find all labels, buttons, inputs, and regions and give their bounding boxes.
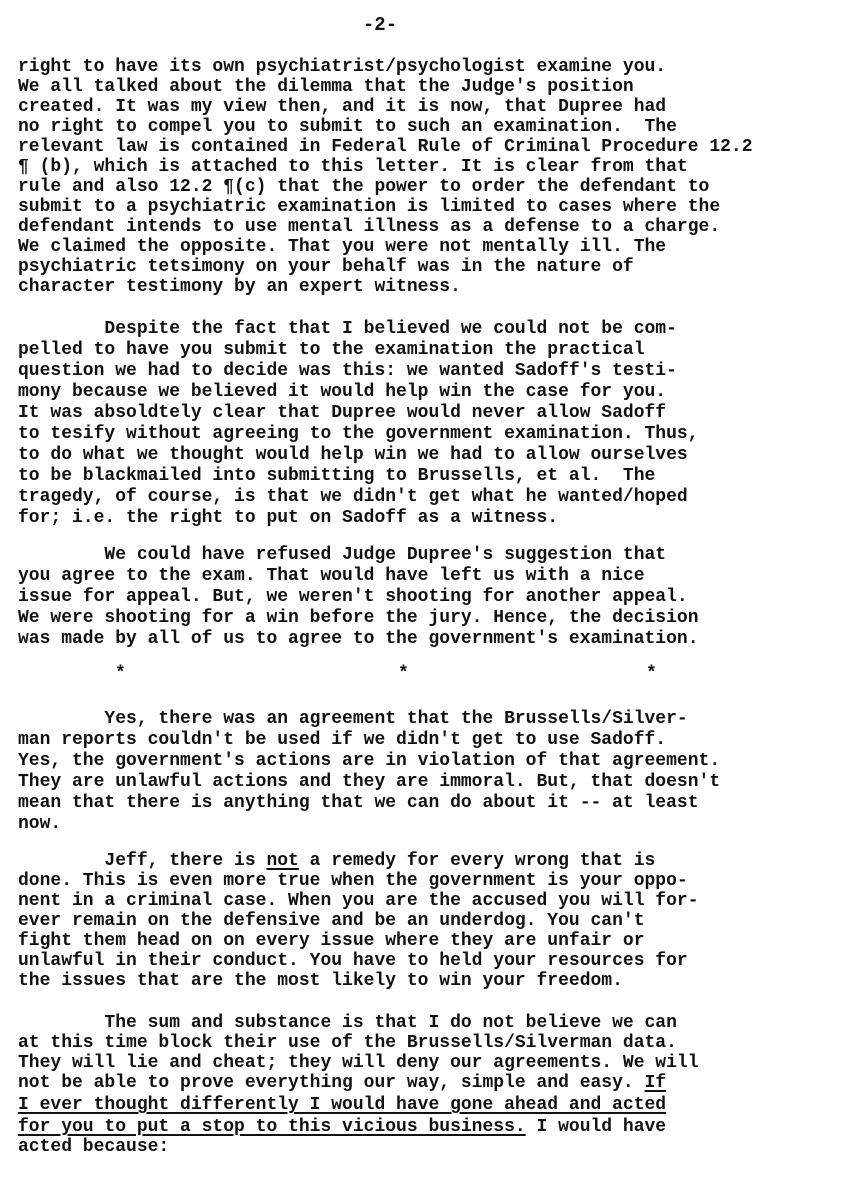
paragraph-3-line: you agree to the exam. That would have left us with a nice [18, 566, 645, 586]
paragraph-5-text: a remedy for every wrong that is [298, 851, 656, 871]
paragraph-4-line: mean that there is anything that we can do about it -- at least [18, 793, 699, 813]
paragraph-2-line: to tesify without agreeing to the government examination. Thus, [18, 424, 699, 444]
underlined-passage: for you to put a stop to this vicious business. [18, 1117, 526, 1137]
paragraph-1-line: psychiatric tetsimony on your behalf was in the nature of [18, 257, 634, 277]
paragraph-1-line: character testimony by an expert witness. [18, 277, 461, 297]
paragraph-1-line: relevant law is contained in Federal Rule of Criminal Procedure 12.2 [18, 137, 753, 157]
paragraph-3-line: was made by all of us to agree to the government's examination. [18, 629, 699, 649]
paragraph-6-line [18, 1117, 666, 1137]
section-separator [0, 664, 860, 684]
paragraph-3-line: We could have refused Judge Dupree's suggestion that [18, 545, 667, 565]
paragraph-5-line [18, 851, 655, 871]
paragraph-5-line: fight them head on on every issue where they are unfair or [18, 931, 645, 951]
paragraph-1-line: created. It was my view then, and it is now, that Dupree had [18, 97, 667, 117]
paragraph-2-line: to be blackmailed into submitting to Brussells, et al. The [18, 466, 656, 486]
separator-asterisk: * [398, 664, 409, 684]
paragraph-5-line: ever remain on the defensive and be an underdog. You can't [18, 911, 645, 931]
underlined-passage: If [644, 1073, 667, 1093]
paragraph-2-line: It was absoldtely clear that Dupree would never allow Sadoff [18, 403, 667, 423]
paragraph-4-line: man reports couldn't be used if we didn't get to use Sadoff. [18, 730, 667, 750]
paragraph-5-line: unlawful in their conduct. You have to held your resources for [18, 951, 688, 971]
paragraph-4-line: Yes, there was an agreement that the Brussells/Silver- [18, 709, 688, 729]
paragraph-3-line: We were shooting for a win before the jury. Hence, the decision [18, 608, 699, 628]
separator-asterisk: * [646, 664, 657, 684]
paragraph-2-line: pelled to have you submit to the examination the practical [18, 340, 645, 360]
paragraph-6-text: I would have [525, 1117, 667, 1137]
paragraph-5-line: the issues that are the most likely to win your freedom. [18, 971, 623, 991]
paragraph-1-line: no right to compel you to submit to such an examination. The [18, 117, 677, 137]
paragraph-1-line: rule and also 12.2 ¶(c) that the power to order the defendant to [18, 177, 710, 197]
separator-asterisk: * [115, 664, 126, 684]
paragraph-1-line: We claimed the opposite. That you were not mentally ill. The [18, 237, 667, 257]
emphasis-not: not [266, 851, 299, 871]
paragraph-5-line: nent in a criminal case. When you are the accused you will for- [18, 891, 699, 911]
paragraph-1-line: defendant intends to use mental illness as a defense to a charge. [18, 217, 721, 237]
paragraph-6-line: They will lie and cheat; they will deny our agreements. We will [18, 1053, 699, 1073]
underlined-passage: I ever thought differently I would have gone ahead and acted [18, 1095, 667, 1115]
paragraph-4-line: They are unlawful actions and they are immoral. But, that doesn't [18, 772, 721, 792]
paragraph-1-line: right to have its own psychiatrist/psychologist examine you. [18, 57, 667, 77]
paragraph-6-line [18, 1095, 666, 1115]
paragraph-2-line: Despite the fact that I believed we could not be com- [18, 319, 677, 339]
paragraph-5-line: done. This is even more true when the government is your oppo- [18, 871, 688, 891]
paragraph-6-text: not be able to prove everything our way, simple and easy. [18, 1073, 645, 1093]
paragraph-1-line: We all talked about the dilemma that the Judge's position [18, 77, 634, 97]
page-number: -2- [362, 14, 398, 36]
paragraph-5-text: Jeff, there is [18, 851, 267, 871]
paragraph-4-line: Yes, the government's actions are in violation of that agreement. [18, 751, 721, 771]
paragraph-2-line: to do what we thought would help win we had to allow ourselves [18, 445, 688, 465]
paragraph-2-line: for; i.e. the right to put on Sadoff as a witness. [18, 508, 559, 528]
paragraph-2-line: tragedy, of course, is that we didn't get what he wanted/hoped [18, 487, 688, 507]
paragraph-6-line: The sum and substance is that I do not believe we can [18, 1013, 677, 1033]
paragraph-1-line: ¶ (b), which is attached to this letter. It is clear from that [18, 157, 688, 177]
paragraph-2-line: mony because we believed it would help win the case for you. [18, 382, 667, 402]
paragraph-4-line: now. [18, 814, 62, 834]
paragraph-6-line [18, 1073, 666, 1093]
paragraph-6-line: at this time block their use of the Brussells/Silverman data. [18, 1033, 677, 1053]
paragraph-1-line: submit to a psychiatric examination is limited to cases where the [18, 197, 721, 217]
paragraph-3-line: issue for appeal. But, we weren't shooting for another appeal. [18, 587, 688, 607]
paragraph-2-line: question we had to decide was this: we wanted Sadoff's testi- [18, 361, 677, 381]
paragraph-6-line: acted because: [18, 1137, 170, 1157]
